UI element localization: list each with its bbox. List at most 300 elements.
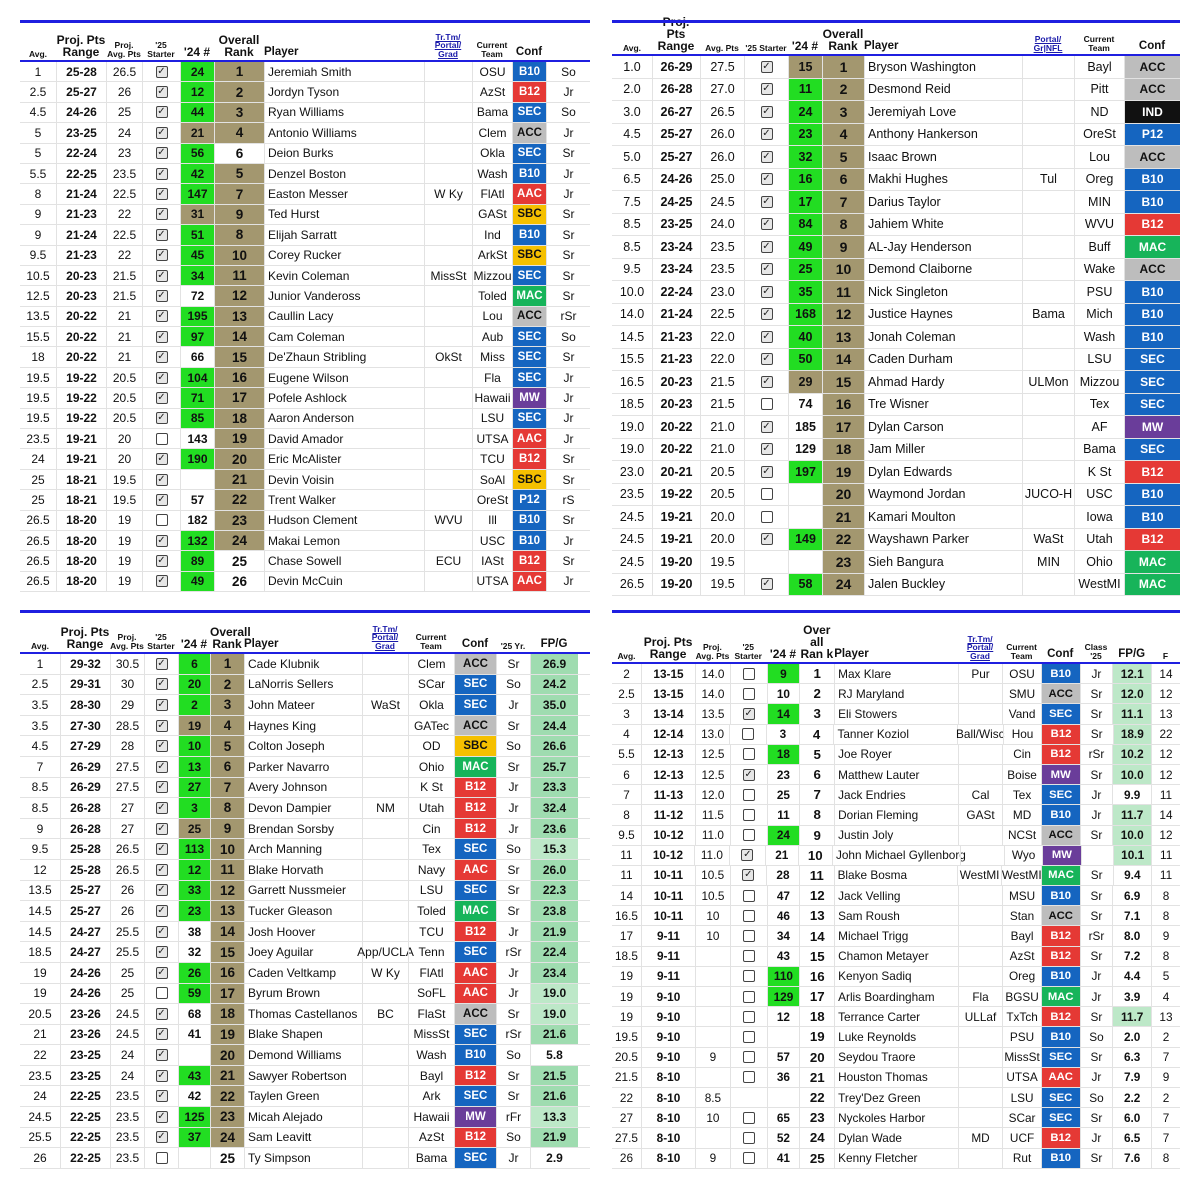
column-header[interactable]: '24 #	[769, 647, 797, 661]
average-rank: 19.5	[614, 1029, 638, 1044]
conference-badge	[454, 695, 496, 715]
starter-checkbox[interactable]: ✓	[157, 698, 166, 710]
starter-checkbox[interactable]: ✓	[762, 128, 771, 140]
starter-checkbox[interactable]: ✓	[762, 285, 771, 297]
starter-checkbox[interactable]	[743, 890, 755, 902]
starter-checkbox[interactable]: ✓	[157, 412, 166, 424]
starter-checkbox[interactable]: ✓	[157, 575, 166, 587]
starter-checkbox[interactable]	[742, 728, 754, 740]
average-rank: 24.5	[619, 509, 645, 524]
starter-checkbox[interactable]	[743, 910, 755, 922]
column-header[interactable]: Player	[244, 637, 279, 650]
table-cell: Jr	[546, 531, 590, 550]
player-name: RJ Maryland	[834, 684, 958, 703]
conference-label: SEC	[1042, 785, 1080, 804]
table-cell	[362, 675, 408, 695]
projected-average-points	[695, 1128, 730, 1147]
starter-checkbox[interactable]: ✓	[157, 1049, 166, 1061]
prior-year-number: 12	[178, 860, 210, 880]
column-header[interactable]: Proj. Avg. Pts	[695, 642, 730, 661]
column-header[interactable]: Avg. Pts	[705, 42, 739, 53]
column-header[interactable]: Player	[864, 39, 899, 52]
conference-badge	[454, 654, 496, 674]
column-header[interactable]: Current Team	[415, 632, 447, 651]
starter-checkbox[interactable]: ✓	[157, 781, 166, 793]
starter-checkbox[interactable]: ✓	[157, 473, 166, 485]
average-rank: 14.5	[28, 903, 52, 918]
conference-badge	[454, 675, 496, 695]
column-header[interactable]: Player	[834, 647, 869, 660]
column-header[interactable]: Conf	[461, 637, 489, 650]
player-name: Joey Aguilar	[244, 942, 362, 962]
starter-checkbox[interactable]: ✓	[762, 375, 771, 387]
table-cell: Sr	[1080, 1048, 1113, 1067]
starter-checkbox[interactable]: ✓	[157, 493, 166, 505]
prior-year-number: 34	[767, 926, 800, 945]
starter-checkbox[interactable]: ✓	[743, 849, 752, 861]
starter-checkbox[interactable]	[743, 1112, 755, 1124]
average-rank: 19	[619, 969, 634, 984]
table-cell: Okla	[472, 144, 512, 163]
starter-checkbox-cell	[142, 225, 180, 244]
conference-label: B12	[513, 551, 546, 570]
starter-checkbox[interactable]	[743, 1071, 755, 1083]
column-header[interactable]: Conf	[1138, 39, 1166, 52]
starter-checkbox[interactable]: ✓	[157, 1028, 166, 1040]
column-header[interactable]: Pts Range	[657, 27, 695, 53]
column-header[interactable]: FP/G	[540, 637, 568, 650]
starter-checkbox[interactable]: ✓	[157, 822, 166, 834]
table-cell: OkSt	[424, 347, 472, 366]
starter-checkbox[interactable]: ✓	[157, 228, 166, 240]
column-header[interactable]: Over all Ran k	[800, 623, 834, 661]
projected-points-range: 23-24	[652, 236, 700, 258]
starter-checkbox[interactable]: ✓	[744, 869, 753, 881]
starter-checkbox[interactable]: ✓	[157, 65, 166, 77]
prior-year-number: 38	[178, 922, 210, 942]
table-row	[20, 103, 590, 123]
average-rank: 23.5	[619, 487, 645, 502]
starter-checkbox[interactable]: ✓	[157, 249, 166, 261]
starter-checkbox[interactable]: ✓	[762, 195, 771, 207]
table-cell: So	[1080, 1088, 1113, 1107]
starter-checkbox[interactable]: ✓	[762, 330, 771, 342]
starter-checkbox[interactable]: ✓	[157, 391, 166, 403]
column-header[interactable]: FP/G	[1118, 647, 1146, 660]
column-header[interactable]: '25 Starter	[734, 642, 762, 661]
starter-checkbox[interactable]	[156, 987, 168, 999]
starter-checkbox[interactable]: ✓	[762, 353, 771, 365]
starter-checkbox[interactable]: ✓	[157, 1090, 166, 1102]
table-cell	[424, 307, 472, 326]
column-header[interactable]: Avg.	[30, 640, 50, 651]
conference-badge	[1124, 169, 1180, 191]
conference-badge	[1124, 394, 1180, 416]
fantasy-points-per-game: 2.0	[1112, 1027, 1151, 1046]
starter-checkbox[interactable]: ✓	[762, 240, 771, 252]
starter-checkbox[interactable]: ✓	[157, 453, 166, 465]
table-cell: IASt	[472, 551, 512, 570]
prior-year-number: 143	[180, 429, 214, 448]
starter-checkbox-cell	[744, 191, 788, 213]
projected-average-points: 10	[695, 1108, 730, 1127]
table-cell: Sr	[496, 654, 530, 674]
starter-checkbox[interactable]: ✓	[762, 173, 771, 185]
starter-checkbox[interactable]: ✓	[762, 443, 771, 455]
starter-checkbox[interactable]: ✓	[157, 946, 166, 958]
overall-rank: 6	[822, 169, 864, 191]
conference-badge	[454, 963, 496, 983]
overall-rank: 5	[799, 745, 834, 764]
projected-points-range: 20-22	[56, 307, 106, 326]
starter-checkbox-cell	[744, 79, 788, 101]
starter-checkbox[interactable]: ✓	[157, 534, 166, 546]
table-cell	[362, 1066, 408, 1086]
prior-year-number	[178, 1045, 210, 1065]
average-rank: 23.0	[619, 464, 645, 479]
starter-checkbox-cell	[744, 461, 788, 483]
starter-checkbox[interactable]: ✓	[157, 1069, 166, 1081]
projected-average-points: 29	[110, 695, 144, 715]
table-cell: Rut	[1002, 1149, 1041, 1168]
starter-checkbox[interactable]: ✓	[157, 678, 166, 690]
column-header[interactable]: Portal/ Gr|NFL	[1033, 34, 1063, 53]
column-header[interactable]: Conf	[515, 45, 543, 58]
projected-points-range: 23-25	[60, 1066, 110, 1086]
starter-checkbox[interactable]: ✓	[762, 60, 771, 72]
starter-checkbox-cell	[144, 819, 178, 839]
table-cell: 12	[1151, 765, 1180, 784]
starter-checkbox-cell	[142, 409, 180, 428]
starter-checkbox[interactable]: ✓	[762, 83, 771, 95]
table-row	[20, 551, 590, 571]
starter-checkbox[interactable]: ✓	[157, 966, 166, 978]
starter-checkbox[interactable]	[743, 950, 755, 962]
starter-checkbox[interactable]: ✓	[157, 1131, 166, 1143]
column-header[interactable]: Proj. Pts Range	[643, 635, 693, 661]
table-cell: Pur	[958, 664, 1002, 683]
prior-year-number: 37	[178, 1128, 210, 1148]
projected-average-points: 20.0	[700, 529, 744, 551]
column-header[interactable]: Avg.	[622, 42, 642, 53]
starter-checkbox[interactable]: ✓	[157, 801, 166, 813]
prior-year-number	[788, 484, 822, 506]
starter-checkbox[interactable]: ✓	[157, 719, 166, 731]
projected-average-points: 24	[110, 1045, 144, 1065]
table-cell: Jr	[546, 123, 590, 142]
starter-checkbox[interactable]: ✓	[157, 904, 166, 916]
prior-year-number: 195	[180, 307, 214, 326]
conference-badge	[1041, 906, 1080, 925]
table-cell: Ark	[408, 1086, 454, 1106]
starter-checkbox[interactable]	[743, 1152, 755, 1164]
prior-year-number: 41	[767, 1149, 800, 1168]
starter-checkbox[interactable]: ✓	[762, 218, 771, 230]
starter-checkbox[interactable]: ✓	[157, 208, 166, 220]
table-cell: Oreg	[1002, 967, 1041, 986]
overall-rank: 18	[822, 439, 864, 461]
prior-year-number: 52	[767, 1128, 800, 1147]
column-header[interactable]: Current Team	[1006, 642, 1037, 661]
conference-badge	[1124, 349, 1180, 371]
table-cell	[424, 103, 472, 122]
starter-checkbox[interactable]: ✓	[157, 310, 166, 322]
table-cell: Fla	[472, 368, 512, 387]
table-row	[612, 765, 1180, 785]
table-cell: 8	[1151, 947, 1180, 966]
starter-checkbox[interactable]: ✓	[157, 555, 166, 567]
starter-checkbox[interactable]	[156, 1152, 168, 1164]
starter-checkbox-cell	[744, 124, 788, 146]
player-name: Caden Durham	[864, 349, 1022, 371]
starter-checkbox[interactable]	[743, 991, 755, 1003]
starter-checkbox[interactable]: ✓	[157, 86, 166, 98]
column-header[interactable]: Tr.Tm/ Portal/ Grad	[966, 633, 994, 661]
starter-checkbox[interactable]: ✓	[762, 105, 771, 117]
starter-checkbox[interactable]: ✓	[762, 420, 771, 432]
table-cell	[1022, 146, 1074, 168]
column-header[interactable]: Proj. Avg. Pts	[110, 632, 144, 651]
prior-year-number: 25	[767, 785, 800, 804]
conference-label: SEC	[455, 675, 496, 695]
overall-rank: 25	[799, 1149, 834, 1168]
prior-year-number: 59	[178, 984, 210, 1004]
starter-checkbox[interactable]	[743, 1051, 755, 1063]
starter-checkbox[interactable]: ✓	[762, 533, 771, 545]
conference-badge	[454, 736, 496, 756]
starter-checkbox[interactable]	[156, 514, 168, 526]
player-name: Ahmad Hardy	[864, 371, 1022, 393]
starter-checkbox[interactable]: ✓	[157, 330, 166, 342]
overall-rank: 13	[799, 906, 834, 925]
starter-checkbox[interactable]: ✓	[744, 768, 753, 780]
starter-checkbox[interactable]: ✓	[157, 925, 166, 937]
column-header[interactable]: Overall Rank	[210, 625, 251, 651]
table-cell: Sr	[1080, 1007, 1113, 1026]
column-header[interactable]: F	[1162, 650, 1169, 661]
starter-checkbox[interactable]	[761, 488, 773, 500]
overall-rank: 15	[822, 371, 864, 393]
table-cell	[362, 881, 408, 901]
average-rank: 8.5	[31, 780, 49, 795]
projected-average-points: 23.5	[110, 1086, 144, 1106]
column-header[interactable]: Player	[264, 45, 299, 58]
player-name: Justin Joly	[834, 826, 958, 845]
starter-checkbox[interactable]: ✓	[157, 106, 166, 118]
starter-checkbox[interactable]	[743, 789, 755, 801]
projected-average-points: 25.5	[110, 942, 144, 962]
table-cell	[1022, 416, 1074, 438]
player-name: Joe Royer	[834, 745, 958, 764]
average-rank: 18.5	[28, 945, 52, 960]
starter-checkbox[interactable]: ✓	[744, 707, 753, 719]
table-row	[20, 449, 590, 469]
column-header[interactable]: Tr.Tm/ Portal/ Grad	[371, 623, 399, 651]
starter-checkbox[interactable]: ✓	[157, 657, 166, 669]
fantasy-points-per-game: 23.6	[530, 819, 578, 839]
starter-checkbox[interactable]: ✓	[157, 863, 166, 875]
column-header[interactable]: Class '25	[1084, 642, 1108, 661]
conference-badge	[454, 716, 496, 736]
starter-checkbox[interactable]	[743, 809, 755, 821]
starter-checkbox[interactable]	[743, 748, 755, 760]
fantasy-points-per-game: 9.9	[1112, 785, 1151, 804]
table-cell: Mizzou	[472, 266, 512, 285]
column-header[interactable]: '24 #	[791, 39, 819, 53]
starter-checkbox[interactable]: ✓	[157, 147, 166, 159]
starter-checkbox[interactable]: ✓	[157, 351, 166, 363]
average-rank: 10.5	[26, 268, 50, 283]
conference-label: IND	[1125, 101, 1180, 123]
column-header[interactable]	[546, 58, 590, 60]
column-header[interactable]: Tr.Tm/ Portal/ Grad	[434, 31, 462, 59]
starter-checkbox-cell	[142, 470, 180, 489]
starter-checkbox[interactable]: ✓	[157, 289, 166, 301]
starter-checkbox[interactable]: ✓	[157, 884, 166, 896]
starter-checkbox[interactable]: ✓	[157, 126, 166, 138]
starter-checkbox[interactable]: ✓	[762, 263, 771, 275]
starter-checkbox[interactable]: ✓	[762, 308, 771, 320]
projected-points-range: 10-11	[641, 866, 695, 885]
column-header[interactable]: Proj. Avg. Pts	[107, 40, 141, 59]
starter-checkbox-cell	[144, 798, 178, 818]
table-cell: MD	[958, 1128, 1002, 1147]
starter-checkbox[interactable]: ✓	[157, 1007, 166, 1019]
overall-rank: 10	[798, 846, 832, 865]
player-name: Deion Burks	[264, 144, 424, 163]
table-cell	[362, 716, 408, 736]
conference-badge	[512, 551, 546, 570]
conference-badge	[454, 1107, 496, 1127]
starter-checkbox[interactable]	[743, 930, 755, 942]
starter-checkbox[interactable]	[743, 970, 755, 982]
table-cell: Sr	[496, 901, 530, 921]
player-name: Ryan Williams	[264, 103, 424, 122]
starter-checkbox[interactable]	[156, 433, 168, 445]
starter-checkbox[interactable]: ✓	[762, 465, 771, 477]
table-cell	[424, 327, 472, 346]
starter-checkbox[interactable]: ✓	[157, 371, 166, 383]
table-cell: 12	[1151, 826, 1180, 845]
average-rank: 9	[34, 227, 42, 242]
conference-label: B12	[1042, 725, 1080, 744]
average-rank: 11	[620, 848, 633, 863]
average-rank: 24	[33, 1089, 47, 1104]
table-row	[612, 826, 1180, 846]
prior-year-number: 182	[180, 511, 214, 530]
column-header[interactable]: Current Team	[1083, 34, 1115, 53]
player-name: Sawyer Robertson	[244, 1066, 362, 1086]
starter-checkbox[interactable]: ✓	[157, 760, 166, 772]
conference-badge	[512, 205, 546, 224]
prior-year-number: 68	[178, 1004, 210, 1024]
average-rank: 19.5	[26, 370, 50, 385]
qb-rankings-panel	[20, 610, 590, 1178]
table-cell: 13	[1151, 1007, 1180, 1026]
conference-label: SEC	[1125, 349, 1180, 371]
column-header[interactable]: Current Team	[476, 40, 508, 59]
starter-checkbox[interactable]	[743, 688, 755, 700]
conference-label: B12	[455, 778, 496, 798]
conference-label: MW	[513, 388, 546, 407]
starter-checkbox[interactable]: ✓	[157, 167, 166, 179]
header-top-rule	[612, 610, 1180, 613]
starter-checkbox[interactable]	[743, 1011, 755, 1023]
starter-checkbox[interactable]: ✓	[157, 1110, 166, 1122]
conference-badge	[1041, 1068, 1080, 1087]
overall-rank: 25	[214, 551, 264, 570]
starter-checkbox[interactable]	[743, 829, 755, 841]
table-cell	[958, 906, 1002, 925]
column-header[interactable]: '24 #	[183, 45, 211, 59]
column-header[interactable]: '25 Yr.	[500, 640, 526, 651]
conference-label: B10	[1125, 191, 1180, 213]
table-cell: 4	[1151, 987, 1180, 1006]
projected-average-points: 21	[106, 327, 142, 346]
fantasy-points-per-game: 21.5	[530, 1066, 578, 1086]
overall-rank: 9	[822, 236, 864, 258]
starter-checkbox[interactable]	[743, 1031, 755, 1043]
starter-checkbox[interactable]: ✓	[157, 269, 166, 281]
column-header[interactable]: '25 Starter	[745, 42, 787, 53]
starter-checkbox[interactable]: ✓	[157, 843, 166, 855]
starter-checkbox-cell	[142, 307, 180, 326]
starter-checkbox[interactable]: ✓	[157, 188, 166, 200]
conference-badge	[512, 62, 546, 81]
column-header[interactable]: Avg.	[28, 48, 48, 59]
starter-checkbox-cell	[744, 236, 788, 258]
overall-rank: 21	[822, 506, 864, 528]
projected-average-points: 23.5	[106, 164, 142, 183]
starter-checkbox[interactable]: ✓	[762, 150, 771, 162]
column-header[interactable]: Conf	[1047, 647, 1074, 660]
average-rank: 19.0	[619, 442, 645, 457]
table-cell	[424, 246, 472, 265]
starter-checkbox[interactable]	[743, 1132, 755, 1144]
table-cell: Sr	[1080, 765, 1113, 784]
projected-average-points: 21.5	[700, 371, 744, 393]
column-header[interactable]: Proj. Pts Range	[60, 625, 110, 651]
starter-checkbox[interactable]	[761, 511, 773, 523]
average-rank: 24.5	[28, 1109, 52, 1124]
conference-badge	[1041, 947, 1080, 966]
column-header[interactable]: Avg.	[617, 650, 636, 661]
conference-label: B12	[1125, 461, 1180, 483]
starter-checkbox[interactable]	[743, 668, 755, 680]
column-header[interactable]: Overall Rank	[218, 33, 260, 59]
conference-label: SBC	[513, 246, 546, 265]
overall-rank: 16	[210, 963, 244, 983]
table-cell: OSU	[1002, 664, 1041, 683]
average-rank: 9.5	[623, 262, 641, 277]
starter-checkbox[interactable]: ✓	[762, 578, 771, 590]
column-header[interactable]: '25 Starter	[147, 632, 175, 651]
column-header[interactable]: '24 #	[180, 637, 208, 651]
column-header[interactable]: Overall Rank	[822, 27, 864, 53]
table-cell: W Ky	[424, 184, 472, 203]
table-cell: Jr	[546, 409, 590, 428]
projected-average-points: 21.5	[700, 394, 744, 416]
column-header[interactable]: Proj. Pts Range	[56, 33, 106, 59]
projected-average-points: 24.5	[110, 1025, 144, 1045]
table-cell	[958, 1149, 1002, 1168]
column-header[interactable]: '25 Starter	[147, 40, 175, 59]
starter-checkbox[interactable]	[761, 398, 773, 410]
overall-rank: 18	[210, 1004, 244, 1024]
conference-badge	[454, 942, 496, 962]
starter-checkbox[interactable]: ✓	[157, 740, 166, 752]
projected-points-range: 20-23	[652, 371, 700, 393]
